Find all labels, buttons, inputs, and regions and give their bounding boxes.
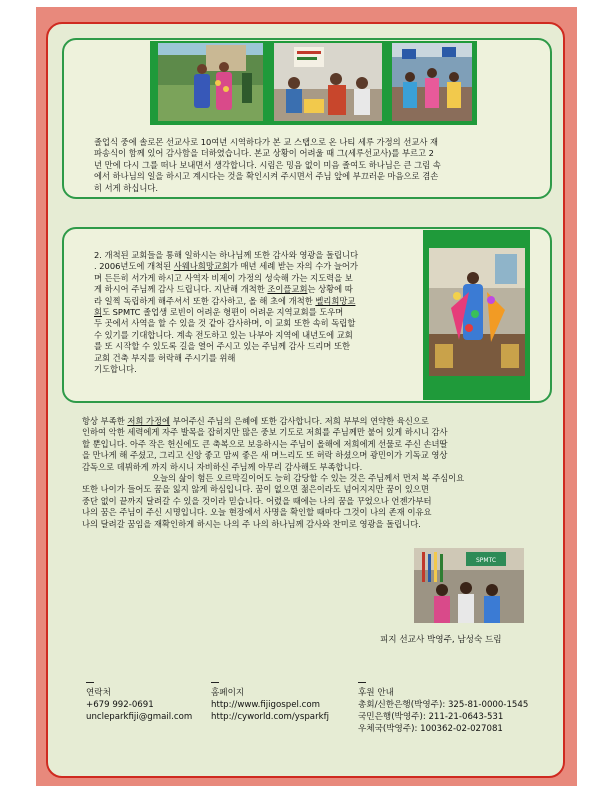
text-line: 을 만나게 해 주셨고, 그리고 신앙 좋고 맘씨 좋은 새 며느리도 또 허락 하셨으며 광민이가 기독교 영상	[82, 450, 448, 461]
text-line: 인하여 악한 세력에게 자주 발목을 잡히지만 많은 중보 기도로 저희를 주님께만 붙어 있게 하시니 감사	[82, 427, 448, 438]
text-line: 라 일찍 독립하게 해주셔서 또한 감사하고, 올 해 초에 개척한	[94, 295, 316, 306]
text-line: 나의 달려갈 꿈임을 재확인하게 하시는 나의 주 나의 하나님께 감사와 찬미로 영광을 돌립니다.	[82, 518, 421, 529]
text-line: 가 매년 세례 받는 자의 수가 늘어가	[229, 261, 358, 272]
text-line: 게 하시어 주님께 감사 드립니다. 지난해 개척한	[94, 284, 268, 295]
text-line: 기도합니다.	[94, 364, 137, 375]
homepage-block	[211, 682, 329, 723]
church-name-joyful: 조이플교회	[267, 284, 308, 295]
church-name-sawena: 사웨나희망교회	[173, 261, 230, 272]
church-name-valley-end: 회	[94, 307, 103, 318]
divider	[211, 682, 219, 683]
bank-account: 국민은행(박영주): 211-21-0643-531	[358, 712, 504, 722]
bank-account: 총회/신한은행(박영주): 325-81-0000-1545	[358, 700, 529, 710]
contact-title: 연락처	[86, 688, 111, 698]
churches-paragraph	[94, 250, 358, 375]
text-line: 수 있기를 기대합니다. 계속 전도하고 있는 나부아 지역에 내년도에 교회	[94, 329, 353, 340]
contact-phone: +679 992-0691	[86, 700, 154, 710]
divider	[86, 682, 94, 683]
text-line: 중단 없이 끝까지 달려갈 수 있을 것이라 믿습니다. 어렸을 때에는 나의 꿈을 꾸었으나 언젠가부터	[82, 495, 432, 506]
support-block	[358, 682, 528, 735]
banner-text: SPMTC	[475, 557, 497, 564]
text-line: 파송식이 함께 있어 감사함을 더하였습니다. 본교 상황이 어려울 때 그(세루선교사)를 부르고 2	[94, 148, 434, 159]
homepage-link[interactable]: http://cyworld.com/ysparkfj	[211, 712, 329, 722]
text-line: 오늘의 삶이 험든 오르막길이어도 능히 감당할 수 있는 것은 주님께서 먼저 복 주심이요	[152, 473, 465, 484]
text-line: 항상 부족한	[82, 416, 128, 426]
text-line: 할 뿐입니다. 아주 작은 헌신에도 큰 축복으로 보응하시는 주님이 올해에 저희에게 선물로 주신 손녀딸	[82, 438, 448, 449]
graduation-paragraph	[94, 137, 441, 194]
contact-email[interactable]: uncleparkfiji@gmail.com	[86, 712, 193, 722]
text-line: 두 곳에서 사역을 할 수 있을 것 같아 감사하며, 이 교회 또한 속히 독립할	[94, 318, 356, 329]
text-line: 도 SPMTC 졸업생 로빈이 어려운 형편이 어려운 지역교회를 도우며	[102, 307, 344, 318]
text-line: 히 서게 하십니다.	[94, 182, 159, 193]
text-line: 며 든든히 서가게 하시고 사역자 비제이 가정의 성숙해 가는 지도력을 보	[94, 272, 353, 283]
photo-missionary-couple	[414, 548, 524, 623]
photo-graduates	[158, 43, 263, 121]
text-line: 를 또 시작할 수 있도록 길을 열어 주시고 있는 주님께 감사 드리며 또한	[94, 341, 351, 352]
homepage-title: 홈페이지	[211, 688, 245, 698]
church-name-valley: 벨리희망교	[315, 295, 356, 306]
homepage-link[interactable]: http://www.fijigospel.com	[211, 700, 320, 710]
text-line: 부어주신 주님의 은혜에 또한 감사합니다. 저희 부부의 연약한 육신으로	[170, 416, 429, 426]
text-line: 나의 꿈은 주님이 주신 시명입니다. 오늘 현장에서 사명을 확인할 때마다 그것이 나의 존재 이유요	[82, 507, 432, 518]
text-line: 감독으로 데뷔하게 까지 하시니 자비하신 주님께 아무리 감사해도 부족합니다.	[82, 461, 363, 472]
divider	[358, 682, 366, 683]
family-paragraph	[82, 416, 464, 530]
text-line: 2. 개척된 교회들을 통해 일하시는 하나님께 또한 감사와 영광을 돌립니다	[94, 250, 359, 260]
text-line: 졸업식 중에 솔로몬 선교사로 10여년 시역하다가 본 교 스탭으로 온 나티 세루 가정의 선교사 재	[94, 137, 439, 147]
signature: 피지 선교사 박영주, 남성숙 드림	[380, 635, 502, 645]
text-line: 년 만에 다시 그를 떠나 보내면서 생각합니다. 시림은 밍음 없이 미음 졸여도 하나님은 큰 그림 속	[94, 159, 441, 170]
contact-block	[86, 682, 192, 723]
our-family-link: 저희 가정에	[127, 416, 171, 426]
text-line: 교회 건축 부지를 허락해 주시기를 위해	[94, 352, 236, 363]
text-line: 에서 하나님의 일을 하시고 계시다는 것을 확인시켜 주시면서 주님 앞에 부끄러운 마음으로 겸손	[94, 171, 439, 182]
text-line: 또한 나이가 들어도 꿈을 잃지 않게 하심입니다. 꿈이 없으면 젊은이라도 넘어지지만 꿈이 있으면	[82, 484, 429, 495]
bank-account: 우체국(박영주): 100362-02-027081	[358, 724, 503, 734]
photo-church-gathering	[392, 43, 472, 121]
photo-ceremony	[274, 43, 382, 121]
photo-church-service	[429, 248, 525, 376]
text-line: 는 상황에 따	[307, 284, 353, 295]
text-line: . 2006년도에 개척된	[94, 261, 174, 272]
support-title: 후원 안내	[358, 688, 394, 698]
